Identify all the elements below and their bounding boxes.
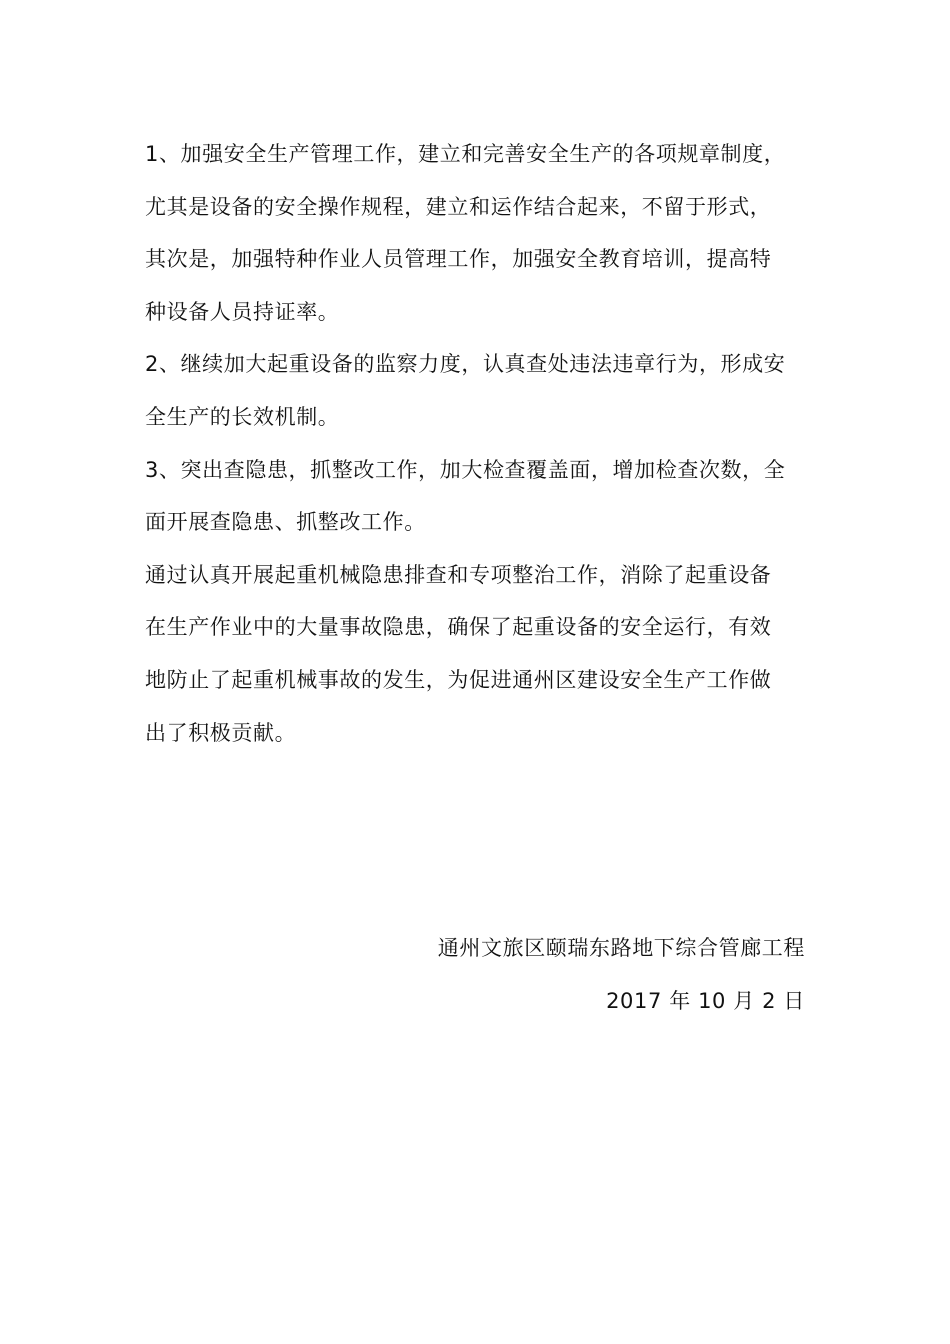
text-line: 种设备人员持证率。 <box>145 299 340 324</box>
text-line: 3、突出查隐患，抓整改工作，加大检查覆盖面，增加检查次数，全 <box>145 457 786 482</box>
text-line: 1、加强安全生产管理工作，建立和完善安全生产的各项规章制度， <box>145 142 786 166</box>
text-line: 尤其是设备的安全操作规程，建立和运作结合起来，不留于形式， <box>145 194 772 219</box>
signature-block <box>438 922 805 1027</box>
text-line: 通过认真开展起重机械隐患排查和专项整治工作，消除了起重设备 <box>145 562 772 587</box>
text-line: 面开展查隐患、抓整改工作。 <box>145 510 426 535</box>
signature-date: 2017 年 10 月 2 日 <box>606 988 805 1013</box>
signature-organization: 通州文旅区颐瑞东路地下综合管廊工程 <box>437 936 805 960</box>
text-line: 地防止了起重机械事故的发生，为促进通州区建设安全生产工作做 <box>145 667 772 692</box>
document-body <box>145 128 815 759</box>
text-line: 其次是，加强特种作业人员管理工作，加强安全教育培训，提高特 <box>145 247 772 272</box>
text-line: 2、继续加大起重设备的监察力度，认真查处违法违章行为，形成安 <box>145 352 786 377</box>
text-line: 全生产的长效机制。 <box>145 404 340 429</box>
text-line: 在生产作业中的大量事故隐患，确保了起重设备的安全运行，有效 <box>145 615 772 640</box>
text-line: 出了积极贡献。 <box>145 720 297 745</box>
